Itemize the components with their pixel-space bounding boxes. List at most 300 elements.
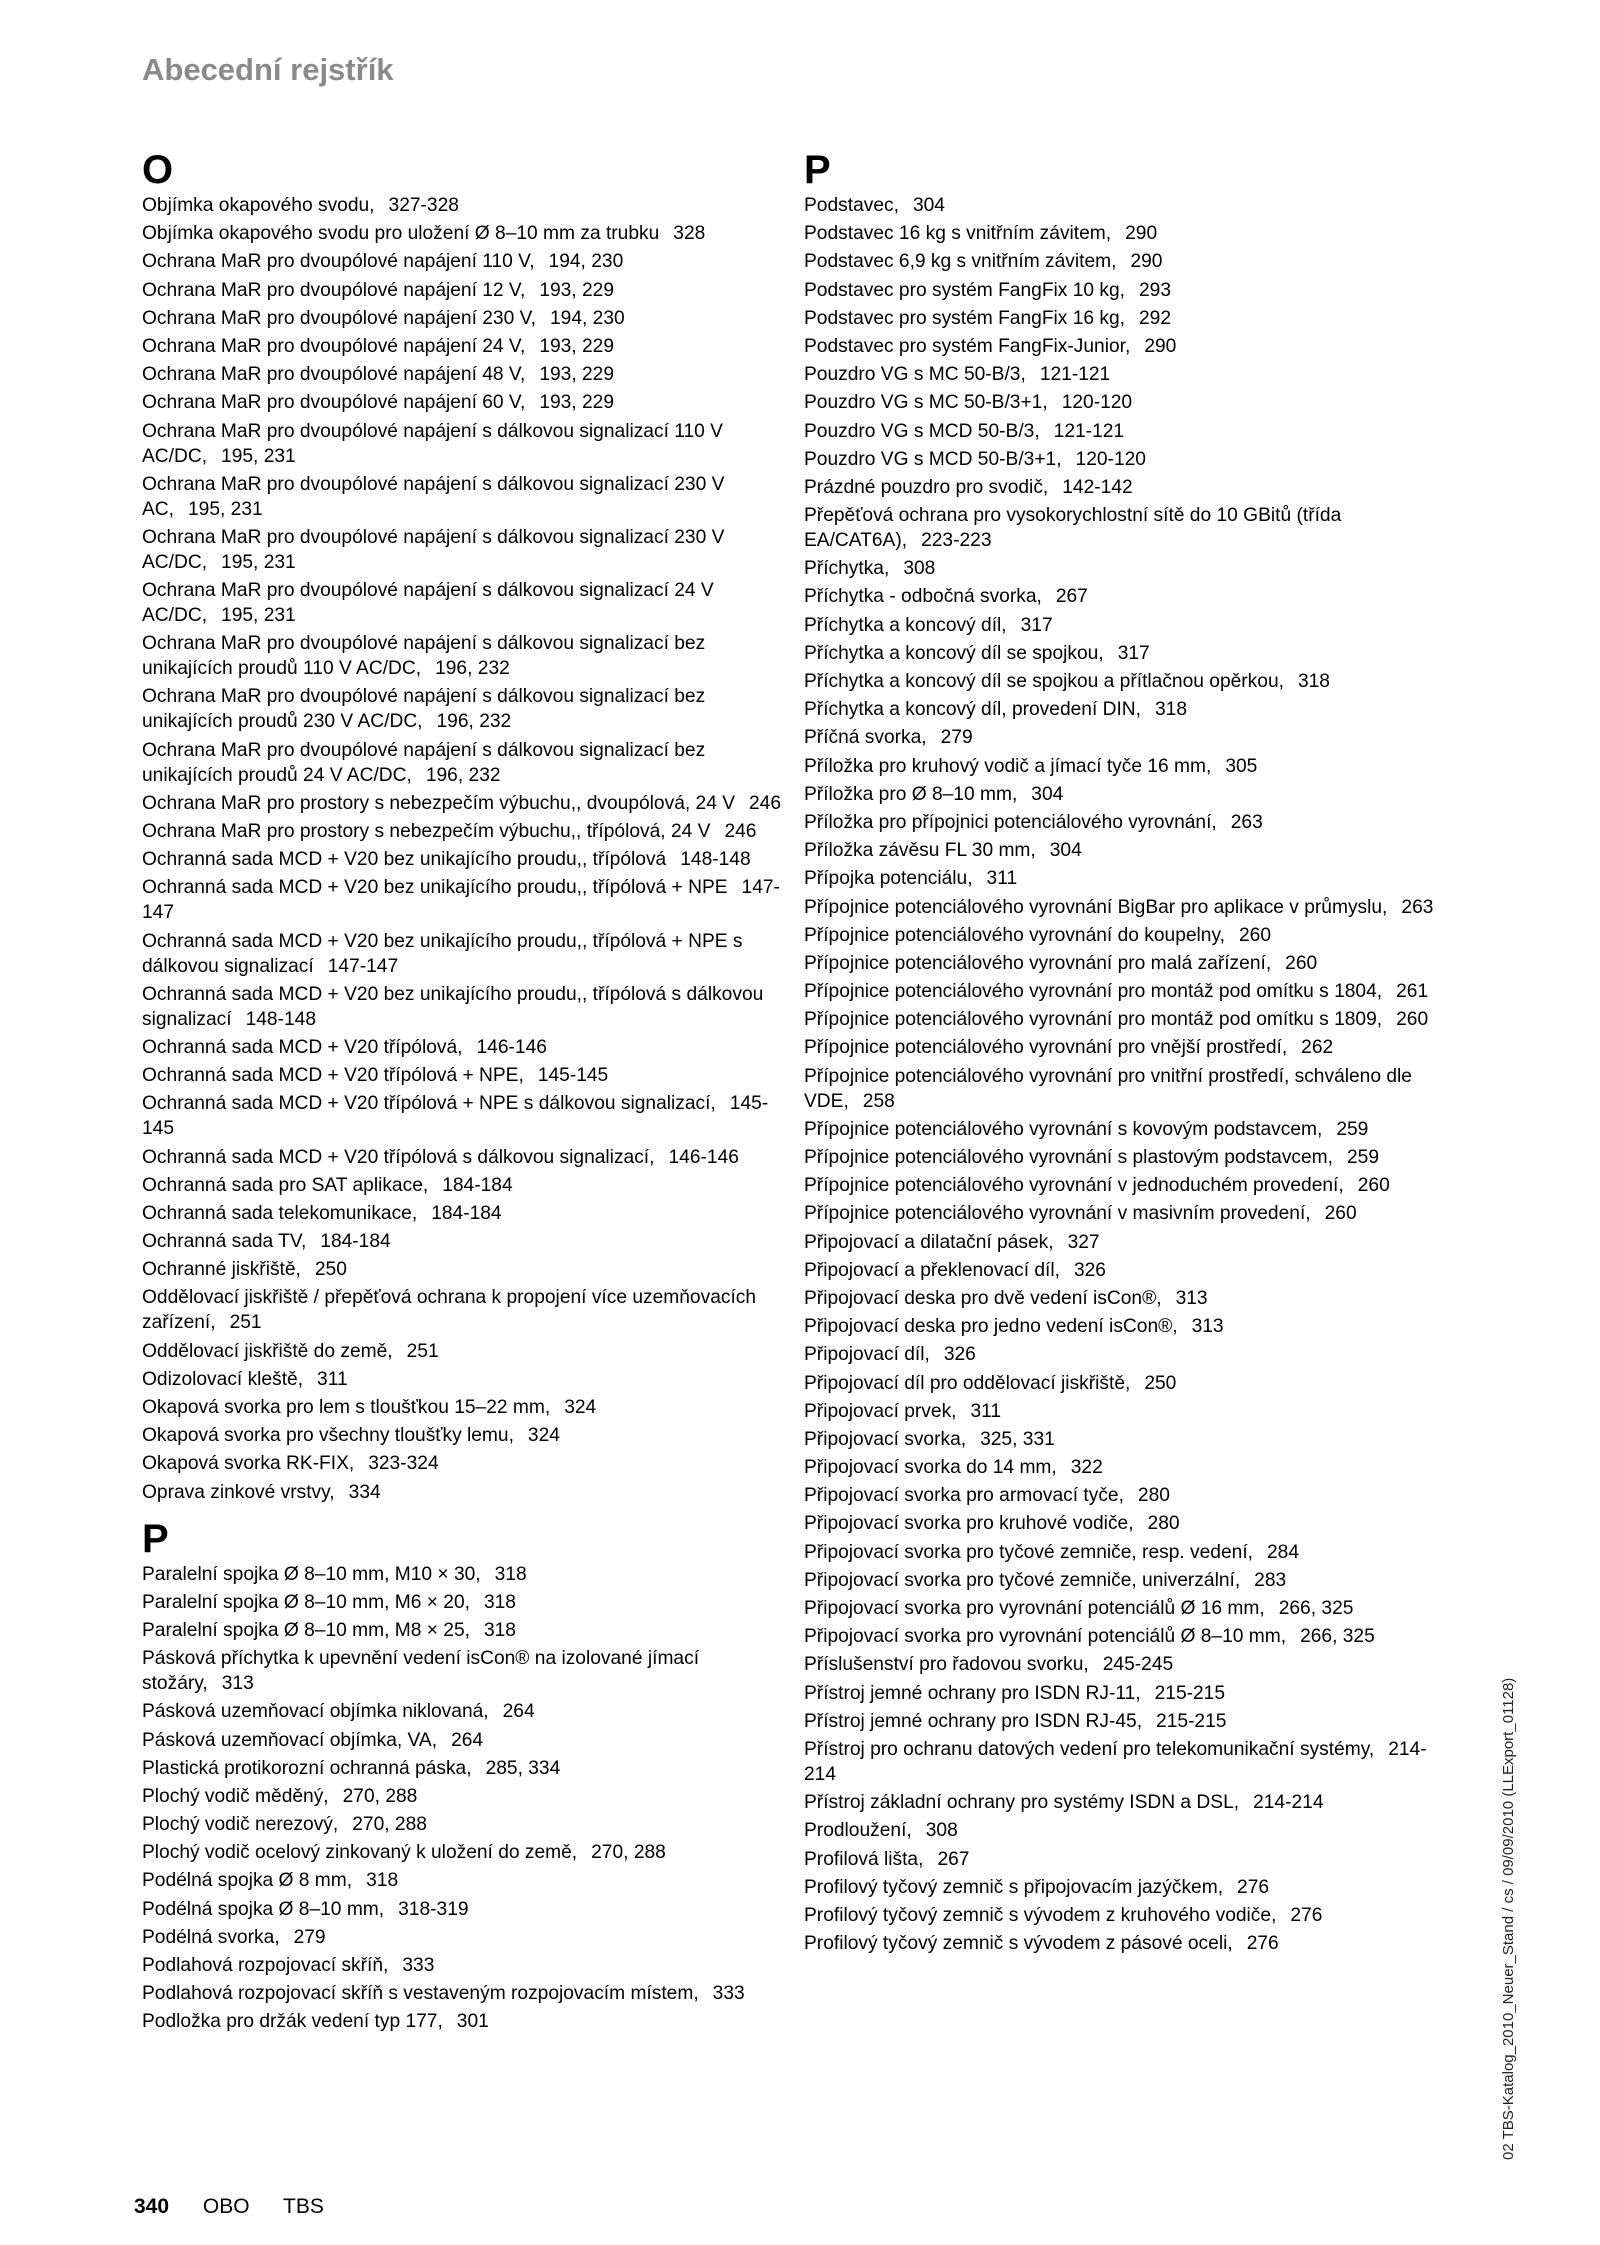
index-term: Podlahová rozpojovací skříň s vestaveným rozpojovacím místem, xyxy=(142,1983,699,2005)
index-term: Příchytka a koncový díl se spojkou a přítlačnou opěrkou, xyxy=(804,671,1284,692)
index-pages: 279 xyxy=(940,727,973,749)
index-pages: 279 xyxy=(293,1926,326,1948)
index-pages: 292 xyxy=(1139,307,1172,329)
section-letter: P xyxy=(804,148,831,192)
index-term: Přípojnice potenciálového vyrovnání v jednoduchém provedení, xyxy=(804,1175,1344,1197)
index-entry xyxy=(142,1618,782,1643)
index-term: Připojovací díl pro oddělovací jiskřiště, xyxy=(804,1372,1131,1394)
index-term: Podstavec 16 kg s vnitřním závitem, xyxy=(804,223,1112,245)
index-pages: 145-145 xyxy=(142,1093,769,1140)
index-term: Přístroj základní ochrany pro systémy ISDN a DSL, xyxy=(804,1792,1240,1814)
index-entry xyxy=(142,1145,782,1170)
index-pages: 146-146 xyxy=(476,1036,547,1058)
index-term: Objímka okapového svodu pro uložení Ø 8–10 mm za trubku xyxy=(142,223,660,245)
index-term: Příložka závěsu FL 30 mm, xyxy=(804,840,1036,862)
index-entry xyxy=(142,1257,782,1282)
index-entry xyxy=(804,979,1444,1004)
index-term: Příchytka - odbočná svorka, xyxy=(804,586,1042,608)
index-entry xyxy=(804,362,1444,387)
index-entry xyxy=(142,1451,782,1476)
index-term: Přípojnice potenciálového vyrovnání pro vnitřní prostředí, schváleno dle VDE, xyxy=(804,1065,1412,1112)
index-pages: 326 xyxy=(943,1344,976,1366)
index-entry xyxy=(804,1818,1444,1843)
index-pages: 313 xyxy=(1175,1287,1208,1309)
index-term: Ochranná sada MCD + V20 bez unikajícího proudu,, třípólová xyxy=(142,849,667,871)
index-entry xyxy=(804,503,1444,553)
index-term: Ochrana MaR pro dvoupólové napájení s dálkovou signalizací 230 V AC/DC, xyxy=(142,526,725,573)
index-list xyxy=(804,193,1444,1956)
index-entry xyxy=(804,725,1444,750)
index-entry xyxy=(804,556,1444,581)
index-term: Přípojnice potenciálového vyrovnání pro montáž pod omítku s 1809, xyxy=(804,1009,1383,1031)
index-term: Podlahová rozpojovací skříň, xyxy=(142,1955,389,1976)
index-pages: 251 xyxy=(229,1312,262,1334)
index-pages: 246 xyxy=(724,821,757,842)
section-letter: P xyxy=(142,1516,169,1561)
index-entry xyxy=(142,1063,782,1088)
index-pages: 251 xyxy=(406,1340,439,1362)
index-entry xyxy=(142,1173,782,1198)
index-term: Paralelní spojka Ø 8–10 mm, M6 × 20, xyxy=(142,1591,470,1613)
index-entry xyxy=(142,221,782,246)
index-pages: 121-121 xyxy=(1053,420,1125,442)
index-pages: 325, 331 xyxy=(980,1428,1055,1450)
index-pages: 305 xyxy=(1225,755,1258,777)
index-entry xyxy=(804,1931,1444,1956)
index-entry xyxy=(142,306,782,331)
index-pages: 195, 231 xyxy=(221,445,296,467)
footer-product: TBS xyxy=(283,2195,324,2218)
index-pages: 333 xyxy=(712,1983,745,2005)
index-entry xyxy=(142,929,782,979)
index-entry xyxy=(804,1483,1444,1508)
index-term: Ochrana MaR pro dvoupólové napájení 60 V, xyxy=(142,392,526,414)
index-term: Podložka pro držák vedení typ 177, xyxy=(142,2011,443,2033)
index-term: Profilová lišta, xyxy=(804,1848,924,1870)
index-term: Přípojnice potenciálového vyrovnání do koupelny, xyxy=(804,924,1225,946)
index-term: Připojovací svorka pro vyrovnání potenciálů Ø 8–10 mm, xyxy=(804,1626,1287,1648)
index-entry xyxy=(142,1423,782,1448)
index-pages: 260 xyxy=(1357,1175,1390,1197)
index-pages: 121-121 xyxy=(1039,364,1111,386)
index-pages: 327 xyxy=(1067,1231,1100,1253)
index-pages: 290 xyxy=(1125,223,1158,245)
index-term: Příslušenství pro řadovou svorku, xyxy=(804,1654,1089,1676)
index-pages: 304 xyxy=(1049,840,1082,862)
index-pages: 263 xyxy=(1401,896,1434,918)
index-pages: 326 xyxy=(1073,1259,1106,1281)
index-pages: 284 xyxy=(1266,1541,1299,1563)
index-pages: 324 xyxy=(527,1425,560,1447)
index-term: Podstavec 6,9 kg s vnitřním závitem, xyxy=(804,251,1117,273)
index-term: Připojovací a překlenovací díl, xyxy=(804,1259,1060,1281)
index-entry xyxy=(804,1511,1444,1536)
index-entry xyxy=(142,1035,782,1060)
index-term: Plastická protikorozní ochranná páska, xyxy=(142,1757,472,1779)
index-term: Podélná svorka, xyxy=(142,1926,280,1948)
index-term: Profilový tyčový zemnič s vývodem z kruhového vodiče, xyxy=(804,1904,1277,1926)
page-number: 340 xyxy=(134,2195,170,2218)
index-term: Ochranná sada pro SAT aplikace, xyxy=(142,1174,429,1196)
index-pages: 304 xyxy=(1031,783,1064,805)
index-term: Připojovací a dilatační pásek, xyxy=(804,1231,1054,1253)
index-term: Přístroj pro ochranu datových vedení pro telekomunikační systémy, xyxy=(804,1738,1375,1760)
index-term: Oprava zinkové vrstvy, xyxy=(142,1481,335,1503)
index-term: Pouzdro VG s MCD 50-B/3, xyxy=(804,420,1040,442)
index-pages: 318 xyxy=(1297,671,1330,692)
index-term: Přepěťová ochrana pro vysokorychlostní sítě do 10 GBitů (třída EA/CAT6A), xyxy=(804,505,1342,552)
index-term: Prodloužení, xyxy=(804,1820,912,1842)
index-term: Ochranná sada MCD + V20 třípólová, xyxy=(142,1036,463,1058)
index-term: Ochranná sada MCD + V20 třípólová + NPE, xyxy=(142,1065,524,1087)
index-entry xyxy=(804,641,1444,666)
index-term: Připojovací svorka do 14 mm, xyxy=(804,1457,1057,1479)
index-term: Ochranná sada MCD + V20 bez unikajícího proudu,, třípólová + NPE s dálkovou signalizací xyxy=(142,930,743,977)
index-pages: 313 xyxy=(1191,1316,1224,1338)
index-pages: 290 xyxy=(1130,251,1163,273)
index-entry xyxy=(142,1840,782,1865)
index-term: Oddělovací jiskřiště do země, xyxy=(142,1340,393,1362)
index-pages: 120-120 xyxy=(1061,392,1133,414)
index-term: Ochranná sada telekomunikace, xyxy=(142,1202,418,1224)
index-entry xyxy=(804,390,1444,415)
index-term: Pásková uzemňovací objímka, VA, xyxy=(142,1729,438,1751)
index-entry xyxy=(804,782,1444,807)
index-entry xyxy=(142,472,782,522)
index-entry xyxy=(804,1737,1444,1787)
index-term: Ochrana MaR pro dvoupólové napájení s dálkovou signalizací bez unikajících proudů 230 V AC/DC, xyxy=(142,686,706,733)
index-entry xyxy=(804,1652,1444,1677)
index-pages: 142-142 xyxy=(1062,476,1133,498)
index-entry xyxy=(142,193,782,218)
index-pages: 317 xyxy=(1117,642,1150,664)
index-term: Ochrana MaR pro dvoupólové napájení s dálkovou signalizací 24 V AC/DC, xyxy=(142,580,714,627)
index-entry xyxy=(804,1201,1444,1226)
index-entry xyxy=(804,1875,1444,1900)
index-pages: 193, 229 xyxy=(539,364,615,386)
index-entry xyxy=(804,1399,1444,1424)
index-entry xyxy=(804,1145,1444,1170)
index-pages: 318 xyxy=(494,1563,527,1585)
index-entry xyxy=(142,1562,782,1587)
index-pages: 250 xyxy=(314,1259,347,1281)
index-pages: 184-184 xyxy=(442,1174,513,1196)
index-pages: 264 xyxy=(451,1729,484,1751)
index-entry xyxy=(804,1847,1444,1872)
index-term: Připojovací prvek, xyxy=(804,1400,957,1422)
index-term: Ochrana MaR pro dvoupólové napájení 230 V, xyxy=(142,307,536,329)
index-pages: 214-214 xyxy=(804,1738,1427,1785)
index-entry xyxy=(142,1201,782,1226)
index-entry xyxy=(142,791,782,816)
index-pages: 250 xyxy=(1144,1372,1177,1394)
index-term: Ochrana MaR pro dvoupólové napájení s dálkovou signalizací bez unikajících proudů 110 V AC/DC, xyxy=(142,633,706,680)
index-term: Připojovací deska pro dvě vedení isCon®, xyxy=(804,1287,1162,1309)
index-entry xyxy=(142,1953,782,1978)
index-term: Podstavec pro systém FangFix 10 kg, xyxy=(804,279,1125,301)
index-entry xyxy=(142,2009,782,2034)
index-entry xyxy=(804,584,1444,609)
index-pages: 146-146 xyxy=(668,1146,739,1168)
index-pages: 301 xyxy=(456,2011,489,2033)
index-entry xyxy=(804,754,1444,779)
index-term: Přípojnice potenciálového vyrovnání s plastovým podstavcem, xyxy=(804,1147,1333,1168)
index-entry xyxy=(142,249,782,274)
index-term: Příložka pro Ø 8–10 mm, xyxy=(804,783,1018,805)
index-entry xyxy=(804,1455,1444,1480)
index-entry xyxy=(142,1091,782,1141)
index-term: Připojovací deska pro jedno vedení isCon®, xyxy=(804,1316,1178,1338)
index-pages: 317 xyxy=(1020,614,1053,636)
index-term: Plochý vodič nerezový, xyxy=(142,1814,339,1836)
index-entry xyxy=(142,278,782,303)
index-entry xyxy=(804,1064,1444,1114)
index-entry xyxy=(142,1699,782,1724)
index-entry xyxy=(142,1395,782,1420)
index-pages: 260 xyxy=(1396,1009,1429,1031)
index-entry xyxy=(142,1897,782,1922)
index-term: Ochrana MaR pro prostory s nebezpečím výbuchu,, dvoupólová, 24 V xyxy=(142,792,735,814)
index-entry xyxy=(804,1903,1444,1928)
index-entry xyxy=(804,1314,1444,1339)
index-entry xyxy=(804,1596,1444,1621)
index-pages: 193, 229 xyxy=(539,335,615,357)
index-pages: 267 xyxy=(1055,586,1088,608)
index-term: Objímka okapového svodu, xyxy=(142,195,375,216)
index-pages: 270, 288 xyxy=(591,1842,666,1864)
index-pages: 308 xyxy=(903,558,936,580)
index-term: Okapová svorka pro lem s tloušťkou 15–22 mm, xyxy=(142,1397,551,1418)
index-pages: 262 xyxy=(1301,1037,1334,1059)
index-pages: 334 xyxy=(348,1481,381,1503)
index-entry xyxy=(142,362,782,387)
index-entry xyxy=(142,1229,782,1254)
index-term: Odizolovací kleště, xyxy=(142,1368,304,1390)
index-pages: 333 xyxy=(402,1955,435,1976)
index-pages: 261 xyxy=(1396,981,1429,1003)
index-pages: 318 xyxy=(483,1591,516,1613)
index-entry xyxy=(142,1728,782,1753)
index-pages: 270, 288 xyxy=(342,1785,418,1807)
footer-brand: OBO xyxy=(202,2195,250,2218)
index-term: Ochrana MaR pro dvoupólové napájení s dálkovou signalizací 110 V AC/DC, xyxy=(142,420,723,467)
index-entry xyxy=(804,613,1444,638)
index-entry xyxy=(142,1812,782,1837)
index-term: Příčná svorka, xyxy=(804,727,927,749)
index-term: Plochý vodič měděný, xyxy=(142,1785,329,1807)
index-term: Ochrana MaR pro dvoupólové napájení 110 V, xyxy=(142,251,535,273)
index-pages: 266, 325 xyxy=(1300,1626,1375,1648)
left-column xyxy=(142,148,782,2038)
index-term: Příchytka a koncový díl, provedení DIN, xyxy=(804,699,1141,721)
index-entry xyxy=(804,193,1444,218)
index-term: Příchytka a koncový díl se spojkou, xyxy=(804,642,1104,664)
index-entry xyxy=(804,1709,1444,1734)
index-pages: 215-215 xyxy=(1154,1682,1226,1704)
index-term: Ochrana MaR pro dvoupólové napájení 12 V, xyxy=(142,279,526,301)
index-pages: 195, 231 xyxy=(221,551,296,573)
index-pages: 195, 231 xyxy=(188,498,263,520)
index-list xyxy=(142,1562,782,2035)
index-term: Připojovací svorka pro tyčové zemniče, univerzální, xyxy=(804,1569,1241,1591)
index-term: Přípojnice potenciálového vyrovnání pro malá zařízení, xyxy=(804,952,1272,974)
index-pages: 318 xyxy=(366,1870,399,1892)
index-entry xyxy=(142,1646,782,1696)
index-entry xyxy=(142,1590,782,1615)
index-term: Připojovací svorka pro tyčové zemniče, resp. vedení, xyxy=(804,1541,1253,1563)
index-pages: 214-214 xyxy=(1253,1792,1324,1814)
index-pages: 194, 230 xyxy=(548,251,624,273)
index-entry xyxy=(804,1790,1444,1815)
index-entry xyxy=(804,810,1444,835)
index-pages: 259 xyxy=(1336,1118,1369,1140)
index-entry xyxy=(142,847,782,872)
index-entry xyxy=(142,334,782,359)
index-pages: 267 xyxy=(937,1848,970,1870)
index-term: Připojovací díl, xyxy=(804,1344,930,1366)
index-term: Ochrana MaR pro dvoupólové napájení 24 V, xyxy=(142,335,526,357)
index-pages: 318 xyxy=(483,1619,516,1641)
index-pages: 120-120 xyxy=(1075,448,1146,470)
index-entry xyxy=(142,1925,782,1950)
index-term: Pásková příchytka k upevnění vedení isCon® na izolované jímací stožáry, xyxy=(142,1648,700,1695)
index-term: Přístroj jemné ochrany pro ISDN RJ-45, xyxy=(804,1710,1143,1732)
index-entry xyxy=(804,895,1444,920)
index-pages: 327-328 xyxy=(388,195,459,216)
index-entry xyxy=(142,982,782,1032)
index-pages: 215-215 xyxy=(1156,1710,1227,1732)
index-pages: 311 xyxy=(317,1368,348,1390)
index-term: Připojovací svorka pro vyrovnání potenciálů Ø 16 mm, xyxy=(804,1598,1265,1619)
index-pages: 323-324 xyxy=(368,1453,439,1475)
index-term: Pouzdro VG s MCD 50-B/3+1, xyxy=(804,448,1062,470)
index-pages: 259 xyxy=(1347,1147,1380,1168)
index-pages: 147-147 xyxy=(327,955,399,977)
index-entry xyxy=(804,1007,1444,1032)
index-term: Ochrana MaR pro dvoupólové napájení 48 V, xyxy=(142,364,526,386)
index-pages: 193, 229 xyxy=(539,279,615,301)
index-term: Oddělovací jiskřiště / přepěťová ochrana k propojení více uzemňovacích zařízení, xyxy=(142,1287,757,1334)
index-pages: 276 xyxy=(1246,1933,1279,1955)
index-pages: 280 xyxy=(1137,1485,1170,1507)
index-term: Přípojka potenciálu, xyxy=(804,868,973,890)
index-term: Podstavec pro systém FangFix 16 kg, xyxy=(804,307,1125,329)
index-pages: 328 xyxy=(673,223,706,245)
index-entry xyxy=(804,1286,1444,1311)
index-pages: 266, 325 xyxy=(1278,1598,1354,1619)
index-entry xyxy=(804,697,1444,722)
index-entry xyxy=(804,1342,1444,1367)
index-entry xyxy=(142,1367,782,1392)
index-pages: 195, 231 xyxy=(221,605,296,627)
index-pages: 260 xyxy=(1238,924,1271,946)
index-entry xyxy=(142,1981,782,2006)
index-entry xyxy=(804,1117,1444,1142)
index-term: Ochrana MaR pro prostory s nebezpečím výbuchu,, třípólová, 24 V xyxy=(142,821,711,842)
index-pages: 270, 288 xyxy=(352,1814,427,1836)
index-term: Okapová svorka pro všechny tloušťky lemu, xyxy=(142,1425,514,1447)
index-term: Okapová svorka RK-FIX, xyxy=(142,1453,355,1475)
side-catalog-note: 02 TBS-Katalog_2010_Neuer_Stand / cs / 09/09/2010 (LLExport_01128) xyxy=(1500,1677,1517,2160)
index-entry xyxy=(142,419,782,469)
index-term: Přípojnice potenciálového vyrovnání v masivním provedení, xyxy=(804,1203,1311,1225)
index-entry xyxy=(804,334,1444,359)
index-pages: 194, 230 xyxy=(549,307,625,329)
index-term: Příchytka, xyxy=(804,558,890,580)
index-term: Pásková uzemňovací objímka niklovaná, xyxy=(142,1701,489,1723)
index-pages: 193, 229 xyxy=(539,392,615,414)
index-entry xyxy=(804,1568,1444,1593)
index-entry xyxy=(804,866,1444,891)
index-entry xyxy=(804,1258,1444,1283)
index-entry xyxy=(804,278,1444,303)
index-term: Příložka pro kruhový vodič a jímací tyče 16 mm, xyxy=(804,755,1212,777)
index-pages: 311 xyxy=(986,868,1018,890)
index-pages: 308 xyxy=(925,1820,958,1842)
index-pages: 264 xyxy=(502,1701,535,1723)
index-pages: 184-184 xyxy=(320,1231,391,1253)
index-pages: 147-147 xyxy=(142,877,780,924)
index-entry xyxy=(142,1285,782,1335)
index-entry xyxy=(804,1371,1444,1396)
index-entry xyxy=(804,1230,1444,1255)
index-entry xyxy=(142,525,782,575)
index-entry xyxy=(142,684,782,734)
index-pages: 318 xyxy=(1155,699,1188,721)
index-entry xyxy=(804,669,1444,694)
page-title: Abecední rejstřík xyxy=(142,52,394,87)
index-term: Ochrana MaR pro dvoupólové napájení s dálkovou signalizací 230 V AC, xyxy=(142,473,725,520)
index-entry xyxy=(804,475,1444,500)
index-pages: 148-148 xyxy=(680,849,751,871)
index-term: Plochý vodič ocelový zinkovaný k uložení do země, xyxy=(142,1842,578,1864)
index-entry xyxy=(142,1868,782,1893)
index-term: Ochranná sada MCD + V20 bez unikajícího proudu,, třípólová + NPE xyxy=(142,877,728,899)
index-entry xyxy=(804,221,1444,246)
index-term: Ochranná sada MCD + V20 třípólová s dálkovou signalizací, xyxy=(142,1146,655,1168)
index-term: Ochranná sada TV, xyxy=(142,1231,307,1253)
index-term: Podélná spojka Ø 8–10 mm, xyxy=(142,1898,385,1920)
index-entry xyxy=(142,1339,782,1364)
index-entry xyxy=(142,390,782,415)
index-term: Podstavec, xyxy=(804,195,899,216)
index-term: Ochranná sada MCD + V20 třípólová + NPE s dálkovou signalizací, xyxy=(142,1093,716,1115)
index-term: Pouzdro VG s MC 50-B/3+1, xyxy=(804,392,1048,414)
index-term: Paralelní spojka Ø 8–10 mm, M8 × 25, xyxy=(142,1619,470,1641)
index-list xyxy=(142,193,782,1505)
index-pages: 276 xyxy=(1290,1904,1323,1926)
index-entry xyxy=(804,838,1444,863)
index-entry xyxy=(142,1756,782,1781)
index-entry xyxy=(804,1540,1444,1565)
index-entry xyxy=(804,1624,1444,1649)
index-pages: 324 xyxy=(564,1397,597,1418)
index-pages: 260 xyxy=(1285,952,1318,974)
index-pages: 285, 334 xyxy=(485,1757,561,1779)
index-pages: 263 xyxy=(1230,811,1263,833)
index-pages: 322 xyxy=(1070,1457,1103,1479)
index-term: Profilový tyčový zemnič s připojovacím jazýčkem, xyxy=(804,1876,1224,1898)
index-pages: 283 xyxy=(1254,1569,1287,1591)
index-pages: 313 xyxy=(221,1673,254,1695)
index-entry xyxy=(142,631,782,681)
index-pages: 196, 232 xyxy=(435,658,510,680)
index-term: Přípojnice potenciálového vyrovnání pro vnější prostředí, xyxy=(804,1037,1288,1059)
index-entry xyxy=(804,419,1444,444)
index-entry xyxy=(804,1427,1444,1452)
index-term: Paralelní spojka Ø 8–10 mm, M10 × 30, xyxy=(142,1563,481,1585)
index-term: Ochranná sada MCD + V20 bez unikajícího proudu,, třípólová s dálkovou signalizací xyxy=(142,983,764,1030)
